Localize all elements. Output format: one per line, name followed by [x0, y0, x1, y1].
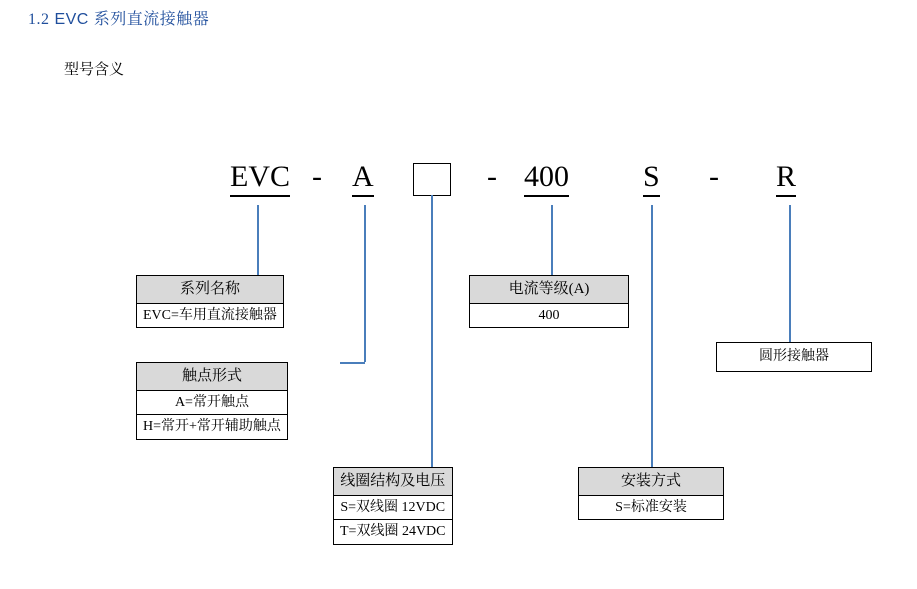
block-coil-row-1: T=双线圈 24VDC	[334, 520, 453, 545]
connector-coil	[431, 195, 433, 467]
block-mounting	[578, 467, 724, 520]
code-part-evc: EVC	[230, 160, 290, 197]
block-series-name-title: 系列名称	[137, 276, 284, 304]
block-series-name-row-0: EVC=车用直流接触器	[137, 303, 284, 328]
block-mounting-title: 安装方式	[579, 468, 724, 496]
connector-contact-horizontal	[340, 362, 365, 364]
block-contact-form-row-0: A=常开触点	[137, 390, 288, 415]
block-current-rating-title: 电流等级(A)	[470, 276, 629, 304]
block-coil-title: 线圈结构及电压	[334, 468, 453, 496]
connector-current	[551, 205, 553, 275]
block-shape	[716, 342, 872, 372]
connector-evc	[257, 205, 259, 275]
code-part-current: 400	[524, 160, 569, 197]
block-contact-form-title: 触点形式	[137, 363, 288, 391]
section-number: 1.2	[28, 11, 50, 28]
section-heading	[28, 6, 209, 29]
code-part-blank-box	[413, 163, 451, 196]
block-series-name	[136, 275, 284, 328]
block-current-rating	[469, 275, 629, 328]
block-mounting-row-0: S=标准安装	[579, 495, 724, 520]
block-coil-row-0: S=双线圈 12VDC	[334, 495, 453, 520]
code-part-contact: A	[352, 160, 374, 197]
block-coil	[333, 467, 453, 545]
subtitle: 型号含义	[64, 61, 125, 78]
block-shape-row-0: 圆形接触器	[717, 343, 872, 372]
section-title: EVC 系列直流接触器	[54, 11, 210, 28]
code-separator-2: -	[487, 160, 497, 193]
block-current-rating-row-0: 400	[470, 303, 629, 328]
connector-contact-vertical	[364, 205, 366, 362]
block-contact-form	[136, 362, 288, 440]
block-contact-form-row-1: H=常开+常开辅助触点	[137, 415, 288, 440]
code-part-shape: R	[776, 160, 796, 197]
code-separator-1: -	[312, 160, 322, 193]
connector-mounting	[651, 205, 653, 467]
code-part-mounting: S	[643, 160, 660, 197]
code-separator-3: -	[709, 160, 719, 193]
connector-shape	[789, 205, 791, 342]
